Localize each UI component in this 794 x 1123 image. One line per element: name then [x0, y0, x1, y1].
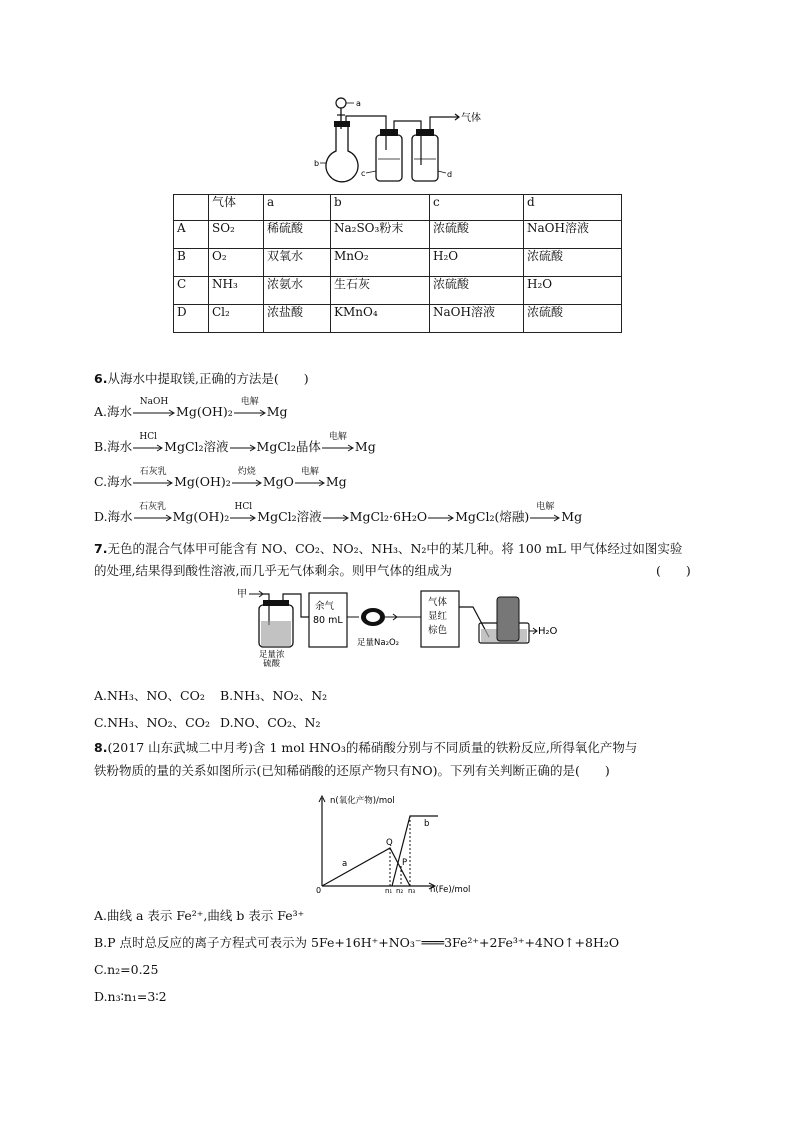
table-cell: NaOH溶液 [430, 305, 524, 333]
point-q-label: Q [386, 838, 393, 848]
label-jia: 甲 [237, 589, 247, 600]
question-text: 从海水中提取镁,正确的方法是( ) [107, 371, 309, 386]
table-header-cell: 气体 [209, 195, 264, 221]
reaction-arrow [322, 431, 354, 452]
question-text: (2017 山东武城二中月考)含 1 mol HNO₃的稀硝酸分别与不同质量的铁粉反应,所得氧化产物与 [107, 740, 638, 755]
label-water: H₂O [538, 626, 558, 637]
option-label: D.海水 [94, 509, 133, 524]
reaction-arrow [530, 501, 560, 522]
reaction-arrow [234, 396, 266, 417]
q6-option-c [94, 466, 347, 490]
origin-label: 0 [316, 886, 322, 894]
table-cell: 浓硫酸 [430, 277, 524, 305]
product: Mg(OH)₂ [172, 509, 230, 524]
table-header-cell [174, 195, 209, 221]
table-header-cell: a [264, 195, 331, 221]
reaction-arrow [133, 431, 163, 452]
q6-stem [94, 371, 309, 387]
q7-option-b: B.NH₃、NO₂、N₂ [220, 688, 328, 703]
table-cell: MnO₂ [331, 249, 430, 277]
product: Mg(OH)₂ [176, 404, 233, 419]
label-c: c [361, 169, 366, 178]
tick-n1: n₁ [385, 887, 393, 894]
table-header-cell: c [430, 195, 524, 221]
table-cell: 双氧水 [264, 249, 331, 277]
table-cell: 浓硫酸 [524, 305, 622, 333]
reaction-arrow [428, 514, 454, 522]
arrow-condition: 电解 [300, 466, 319, 477]
product: MgCl₂晶体 [256, 439, 321, 454]
question-number: 7. [94, 541, 108, 556]
table-cell: NH₃ [209, 277, 264, 305]
product: Mg [325, 474, 347, 489]
arrow-condition: 电解 [240, 396, 259, 407]
table-cell: O₂ [209, 249, 264, 277]
table-cell: A [174, 221, 209, 249]
product: Mg [266, 404, 288, 419]
question-number: 6. [94, 371, 108, 386]
q7-stem-line2: 的处理,结果得到酸性溶液,而几乎无气体剩余。则甲气体的组成为 [94, 563, 452, 578]
reaction-arrow [133, 466, 173, 487]
q8-graph [312, 792, 492, 894]
remain-volume: 80 mL [313, 615, 343, 626]
table-row [174, 277, 622, 305]
table-cell: KMnO₄ [331, 305, 430, 333]
table-cell: H₂O [524, 277, 622, 305]
arrow-condition: NaOH [139, 396, 169, 407]
q7-option-d: D.NO、CO₂、N₂ [220, 715, 321, 730]
label-bottle-2: 硫酸 [263, 659, 281, 667]
q7-option-c: C.NH₃、NO₂、CO₂ [94, 715, 210, 730]
q6-option-d [94, 501, 583, 525]
remain-label: 余气 [315, 601, 335, 612]
tick-n3: n₃ [408, 887, 416, 894]
q7-experiment-figure [235, 585, 565, 667]
table-cell: 稀硫酸 [264, 221, 331, 249]
table-header-row [174, 195, 622, 221]
arrow-condition: 电解 [536, 501, 555, 512]
table-header-cell: b [331, 195, 430, 221]
arrow-condition: 石灰乳 [139, 466, 167, 477]
curve-a-label: a [342, 859, 348, 869]
table-cell: 浓氨水 [264, 277, 331, 305]
table-cell: Cl₂ [209, 305, 264, 333]
reaction-arrow [323, 514, 349, 522]
q6-option-a [94, 396, 288, 420]
reaction-arrow [230, 444, 256, 452]
table-cell: B [174, 249, 209, 277]
q8-option-a: A.曲线 a 表示 Fe²⁺,曲线 b 表示 Fe³⁺ [94, 908, 305, 923]
table-cell: 浓盐酸 [264, 305, 331, 333]
curve-b-label: b [424, 819, 430, 829]
product: MgO [262, 474, 294, 489]
gas-apparatus-figure [300, 95, 500, 187]
answer-bracket: ( ) [656, 563, 691, 578]
table-cell: NaOH溶液 [524, 221, 622, 249]
table-cell: 浓硫酸 [430, 221, 524, 249]
option-label: B.海水 [94, 439, 133, 454]
table-cell: C [174, 277, 209, 305]
reaction-arrow [232, 466, 262, 487]
table-cell: SO₂ [209, 221, 264, 249]
question-number: 8. [94, 740, 108, 755]
product: MgCl₂·6H₂O [349, 509, 428, 524]
q7-option-a: A.NH₃、NO、CO₂ [94, 688, 205, 703]
label-gas: 气体 [461, 113, 481, 124]
option-label: C.海水 [94, 474, 133, 489]
table-cell: 生石灰 [331, 277, 430, 305]
y-axis-label: n(氧化产物)/mol [330, 796, 395, 806]
table-cell: 浓硫酸 [524, 249, 622, 277]
reaction-arrow [295, 466, 325, 487]
product: MgCl₂(熔融) [455, 509, 530, 524]
table-header-cell: d [524, 195, 622, 221]
label-bottle: 足量浓 [259, 650, 285, 660]
table-row [174, 249, 622, 277]
arrow-condition: HCl [234, 501, 253, 512]
q8-stem-line2: 铁粉物质的量的关系如图所示(已知稀硝酸的还原产物只有NO)。下列有关判断正确的是( ) [94, 763, 610, 778]
q6-option-b [94, 431, 376, 455]
q7-stem-line1 [94, 541, 682, 557]
q8-stem-line1 [94, 740, 637, 756]
product: MgCl₂溶液 [164, 439, 229, 454]
point-p-label: P [402, 858, 408, 868]
table-row [174, 221, 622, 249]
product: Mg [561, 509, 583, 524]
arrow-condition: 电解 [328, 431, 347, 442]
x-axis-label: n(Fe)/mol [430, 885, 471, 894]
table-cell: H₂O [430, 249, 524, 277]
product: Mg(OH)₂ [174, 474, 231, 489]
label-na2o2: 足量Na₂O₂ [357, 638, 400, 648]
reaction-arrow [134, 501, 172, 522]
option-label: A.海水 [94, 404, 133, 419]
arrow-condition: 石灰乳 [139, 501, 167, 512]
gas-options-table [173, 194, 622, 333]
tick-n2: n₂ [396, 887, 404, 894]
gas-label-1: 气体 [428, 597, 448, 608]
label-d: d [447, 170, 453, 179]
reaction-arrow [133, 396, 175, 417]
product: Mg [354, 439, 376, 454]
arrow-condition: 灼烧 [237, 466, 256, 477]
question-text: 无色的混合气体甲可能含有 NO、CO₂、NO₂、NH₃、N₂中的某几种。将 100 mL 甲气体经过如图实验 [107, 541, 683, 556]
table-cell: D [174, 305, 209, 333]
table-row [174, 305, 622, 333]
q8-option-d: D.n₃∶n₁=3∶2 [94, 989, 167, 1004]
gas-label-2: 显红 [428, 611, 448, 622]
table-cell: Na₂SO₃粉末 [331, 221, 430, 249]
q8-option-b: B.P 点时总反应的离子方程式可表示为 5Fe+16H⁺+NO₃⁻═══3Fe²⁺+2Fe³⁺+4NO↑+8H₂O [94, 935, 620, 950]
q8-option-c: C.n₂=0.25 [94, 962, 159, 977]
gas-label-3: 棕色 [428, 625, 448, 636]
reaction-arrow [230, 501, 256, 522]
arrow-condition: HCl [139, 431, 157, 442]
product: MgCl₂溶液 [257, 509, 322, 524]
label-b: b [314, 159, 320, 168]
label-a: a [356, 99, 361, 108]
